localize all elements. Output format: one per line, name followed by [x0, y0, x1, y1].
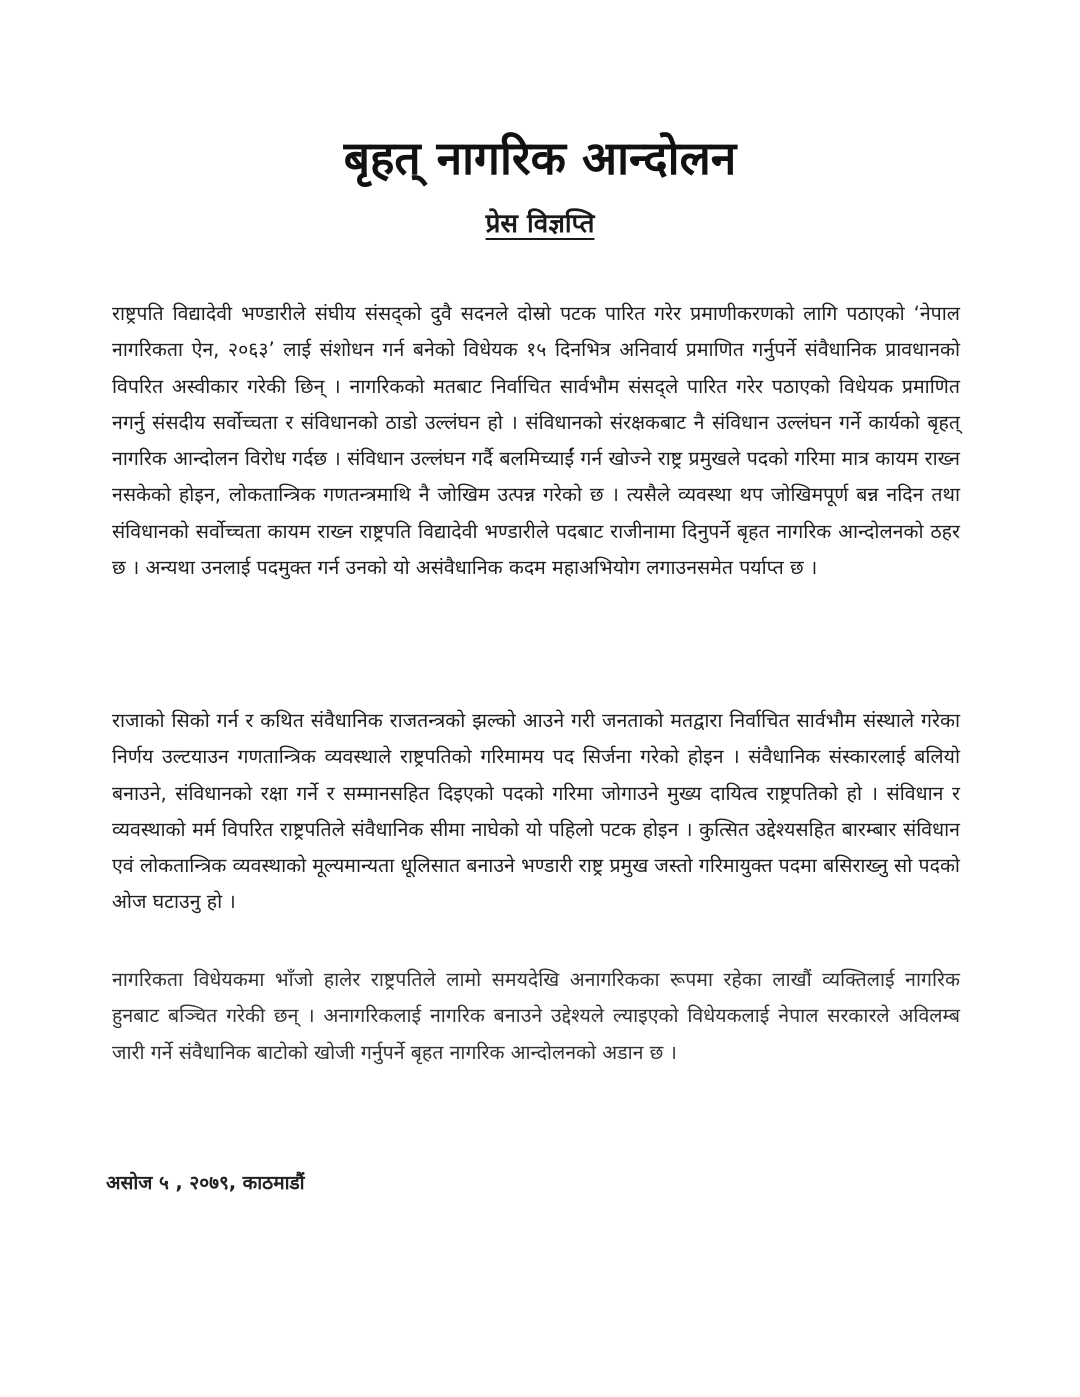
body-paragraph-3: नागरिकता विधेयकमा भाँजो हालेर राष्ट्रपतिले लामो समयदेखि अनागरिकका रूपमा रहेका लाखौं व्यक्तिलाई नागरिक हुनबाट बञ्चित गरेकी छन् । अनागरिकलाई नागरिक बनाउने उद्देश्यले ल्याइएको विधेयकलाई नेपाल सरकारले अविलम्ब जारी गर्ने संवैधानिक बाटोको खोजी गर्नुपर्ने बृहत नागरिक आन्दोलनको अडान छ । — [112, 968, 960, 1064]
body-paragraph-2: राजाको सिको गर्न र कथित संवैधानिक राजतन्त्रको झल्को आउने गरी जनताको मतद्वारा निर्वाचित सार्वभौम संस्थाले गरेका निर्णय उल्टयाउन गणतान्त्रिक व्यवस्थाले राष्ट्रपतिको गरिमामय पद सिर्जना गरेको होइन । संवैधानिक संस्कारलाई बलियो बनाउने, संविधानको रक्षा गर्ने र सम्मानसहित दिइएको पदको गरिमा जोगाउने मुख्य दायित्व राष्ट्रपतिको हो । संविधान र व्यवस्थाको मर्म विपरित राष्ट्रपतिले संवैधानिक सीमा नाघेको यो पहिलो पटक होइन । कुत्सित उद्देश्यसहित बारम्बार संविधान एवं लोकतान्त्रिक व्यवस्थाको मूल्यमान्यता धूलिसात बनाउने भण्डारी राष्ट्र प्रमुख जस्तो गरिमायुक्त पदमा बसिराख्नु सो पदको ओज घटाउनु हो । — [112, 709, 960, 914]
dateline: असोज ५ , २०७९, काठमाडौं — [106, 1172, 305, 1194]
document-subtitle — [0, 206, 1080, 242]
document-title: बृहत् नागरिक आन्दोलन — [343, 131, 737, 185]
subtitle-text: प्रेस विज्ञप्ति — [485, 209, 595, 239]
body-paragraph-1: राष्ट्रपति विद्यादेवी भण्डारीले संघीय संसद्को दुवै सदनले दोस्रो पटक पारित गरेर प्रमाणीकरणको लागि पठाएको ‘नेपाल नागरिकता ऐन, २०६३’ लाई संशोधन गर्न बनेको विधेयक १५ दिनभित्र अनिवार्य प्रमाणित गर्नुपर्ने संवैधानिक प्रावधानको विपरित अस्वीकार गरेकी छिन् । नागरिकको मतबाट निर्वाचित सार्वभौम संसद्ले पारित गरेर पठाएको विधेयक प्रमाणित नगर्नु संसदीय सर्वोच्चता र संविधानको ठाडो उल्लंघन हो । संविधानको संरक्षकबाट नै संविधान उल्लंघन गर्ने कार्यको बृहत् नागरिक आन्दोलन विरोध गर्दछ । संविधान उल्लंघन गर्दै बलमिच्याईं गर्न खोज्ने राष्ट्र प्रमुखले पदको गरिमा मात्र कायम राख्न नसकेको होइन, लोकतान्त्रिक गणतन्त्रमाथि नै जोखिम उत्पन्न गरेको छ । त्यसैले व्यवस्था थप जोखिमपूर्ण बन्न नदिन तथा संविधानको सर्वोच्चता कायम राख्न राष्ट्रपति विद्यादेवी भण्डारीले पदबाट राजीनामा दिनुपर्ने बृहत नागरिक आन्दोलनको ठहर छ । अन्यथा उनलाई पदमुक्त गर्न उनको यो असंवैधानिक कदम महाअभियोग लगाउनसमेत पर्याप्त छ । — [112, 302, 960, 580]
